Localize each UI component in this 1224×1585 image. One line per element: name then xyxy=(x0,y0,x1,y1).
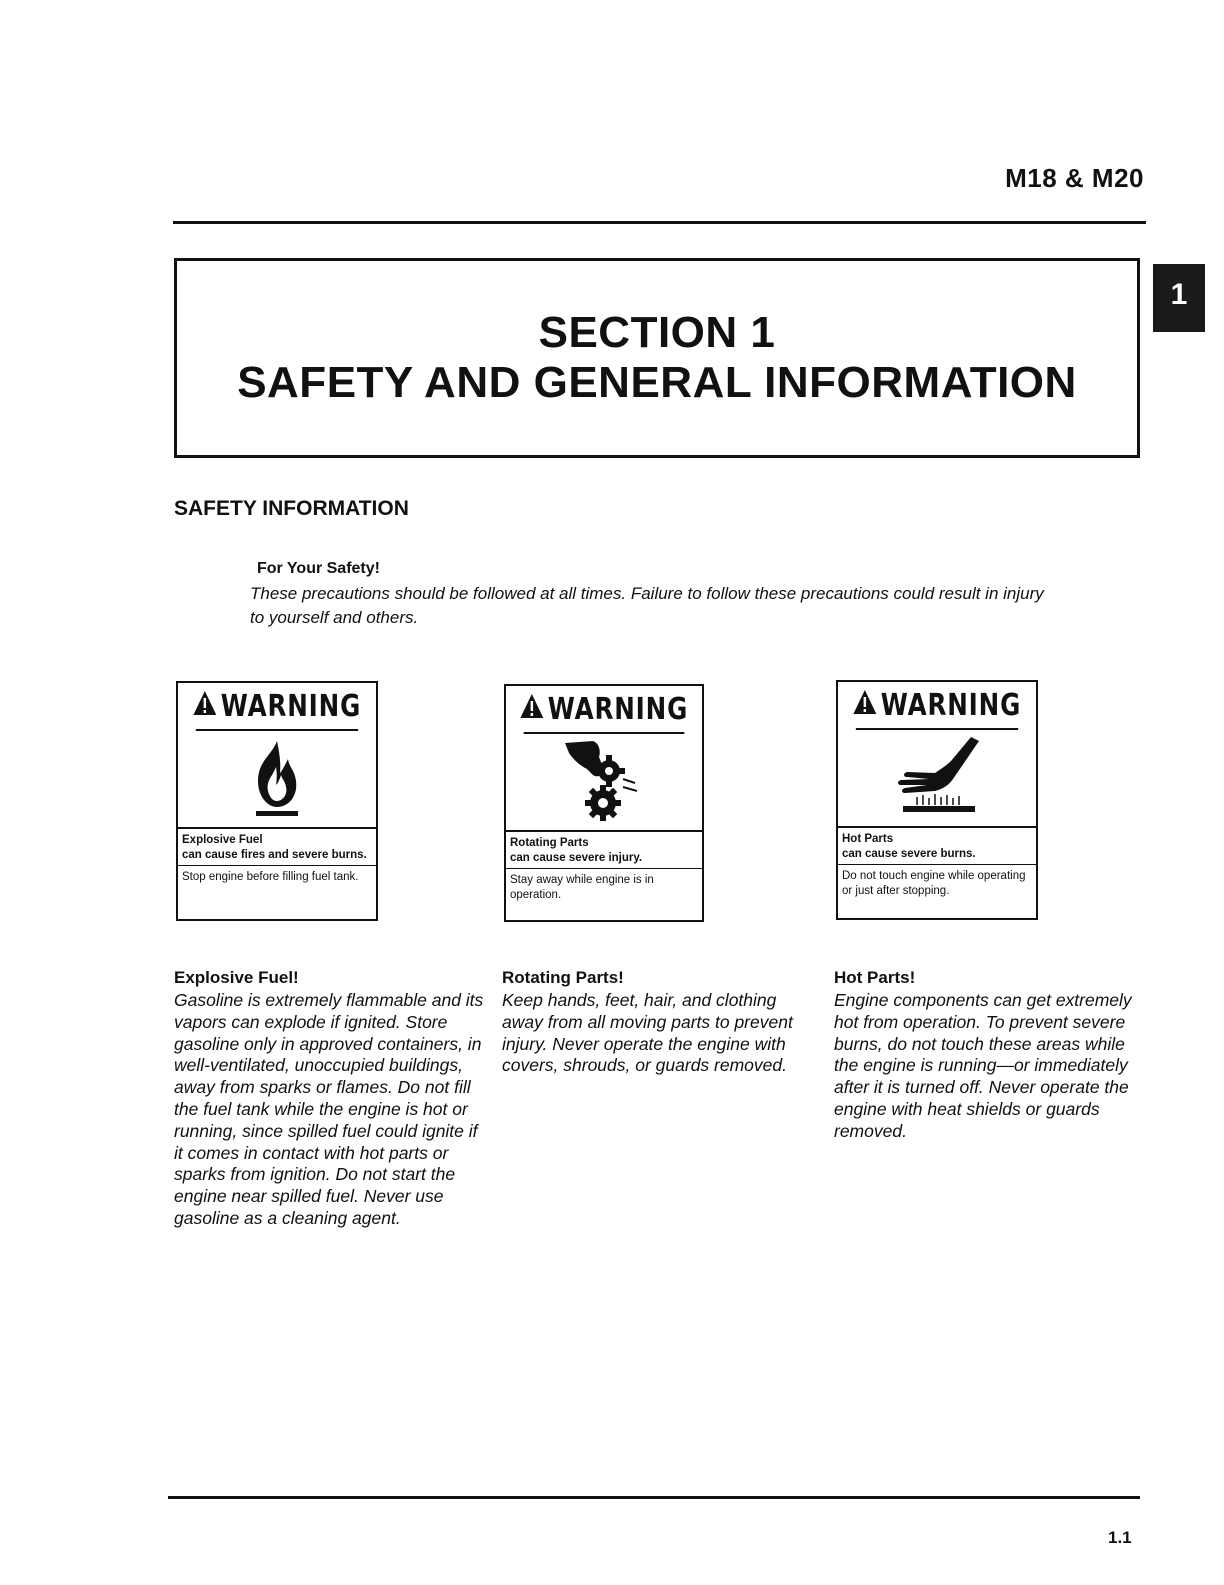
warning-caption-instruction: Do not touch engine while operating or just after stopping. xyxy=(838,864,1036,901)
footer-rule xyxy=(168,1496,1140,1499)
column-heading: Explosive Fuel! xyxy=(174,968,299,987)
for-your-safety: For Your Safety! xyxy=(257,560,380,577)
warning-label-rotating xyxy=(504,684,704,922)
warning-caption-title: Rotating Parts can cause severe injury. xyxy=(510,837,643,864)
hot-surface-icon xyxy=(838,730,1036,828)
rotating-parts-icon xyxy=(506,734,702,832)
column-heading: Hot Parts! xyxy=(834,968,916,987)
page-number: 1.1 xyxy=(1108,1528,1132,1547)
warning-label-fuel xyxy=(176,681,378,921)
fire-icon xyxy=(178,731,376,829)
warning-caption-instruction: Stay away while engine is in operation. xyxy=(506,868,702,905)
hot-warning-text xyxy=(834,968,1144,1143)
section-title-box xyxy=(174,258,1140,458)
section-tab: 1 xyxy=(1153,264,1205,332)
warning-caption-title: Hot Parts can cause severe burns. xyxy=(842,833,976,860)
fuel-warning-text xyxy=(174,968,484,1230)
warning-caption-instruction: Stop engine before filling fuel tank. xyxy=(178,865,376,887)
warning-caption-title: Explosive Fuel can cause fires and severe burns. xyxy=(182,834,367,861)
section-title: SAFETY AND GENERAL INFORMATION xyxy=(237,358,1077,407)
column-body: Keep hands, feet, hair, and clothing away from all moving parts to prevent injury. Never operate the engine with covers, shrouds, or guards removed. xyxy=(502,990,793,1076)
warning-header xyxy=(856,682,1022,730)
column-heading: Rotating Parts! xyxy=(502,968,624,987)
warning-text: WARNING xyxy=(220,688,362,724)
rotating-warning-text xyxy=(502,968,812,1077)
warning-header xyxy=(524,686,689,734)
warning-label-hot xyxy=(836,680,1038,920)
section-number: SECTION 1 xyxy=(538,308,776,357)
column-body: Gasoline is extremely flammable and its vapors can explode if ignited. Store gasoline only in approved containers, in well-ventilated, unoccupied buildings, away from sparks or flames. Do not fill the fuel tank while the engine is hot or running, since spilled fuel could ignite if it comes in contact with hot parts or sparks from ignition. Do not start the engine near spilled fuel. Never use gasoline as a cleaning agent. xyxy=(174,990,484,1228)
column-body: Engine components can get extremely hot from operation. To prevent severe burns, do not touch these areas while the engine is running—or immediately after it is turned off. Never operate the engine with heat shields or guards removed. xyxy=(834,990,1132,1141)
warning-text: WARNING xyxy=(880,687,1022,723)
header-rule xyxy=(173,221,1146,224)
model-label: M18 & M20 xyxy=(1005,163,1144,193)
warning-triangle-icon xyxy=(853,688,878,723)
warning-triangle-icon xyxy=(193,689,218,724)
warning-header xyxy=(196,683,362,731)
warning-triangle-icon xyxy=(520,692,545,727)
safety-heading: SAFETY INFORMATION xyxy=(174,497,409,520)
warning-text: WARNING xyxy=(547,691,689,727)
safety-intro: These precautions should be followed at all times. Failure to follow these precautions could result in injury to yourself and others. xyxy=(250,584,1044,627)
